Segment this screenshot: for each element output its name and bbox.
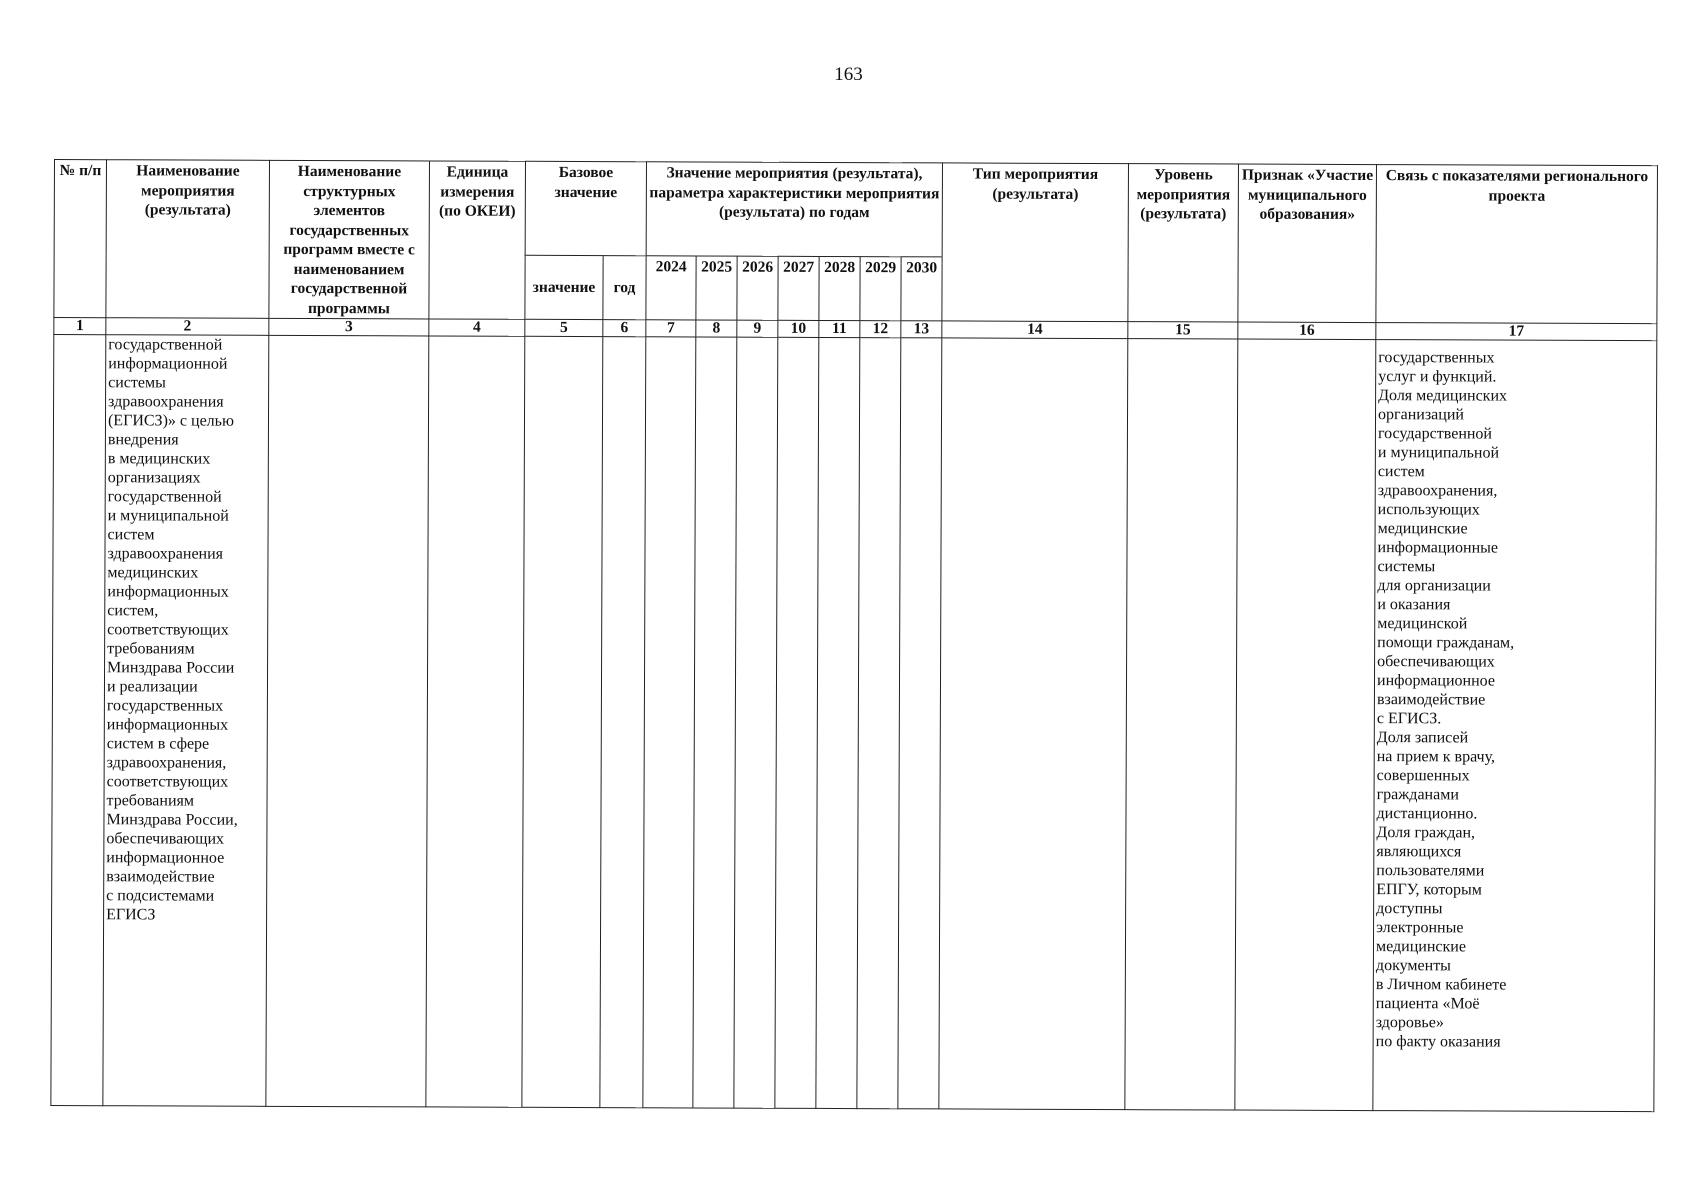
link-line: систем xyxy=(1377,463,1425,481)
cell-num xyxy=(51,335,106,1106)
col-number: 3 xyxy=(269,318,429,336)
header-link: Связь с показателями регионального проекта xyxy=(1376,165,1658,324)
measure-name-line: систем в сфере xyxy=(106,735,210,753)
link-line: электронные xyxy=(1376,919,1464,937)
link-line: взаимодействие xyxy=(1376,691,1486,709)
link-line: гражданами xyxy=(1376,786,1459,804)
measure-name-line: государственной xyxy=(108,336,223,354)
link-line: документы xyxy=(1375,957,1451,975)
link-line: в Личном кабинете xyxy=(1375,976,1507,994)
measure-name-line: информационных xyxy=(107,583,229,601)
link-line: государственных xyxy=(1378,349,1495,367)
measure-name-line: Минздрава России xyxy=(107,659,235,677)
link-line: доступны xyxy=(1376,900,1443,918)
col-number: 7 xyxy=(646,320,696,337)
measure-name-line: с подсистемами xyxy=(106,887,215,905)
measure-name-line: требованиям xyxy=(107,640,195,658)
cell-year-2026 xyxy=(734,337,778,1108)
header-year-2024: 2024 xyxy=(646,256,696,320)
header-year-2026: 2026 xyxy=(737,256,778,320)
link-line: Доля медицинских xyxy=(1378,387,1508,405)
link-line: обеспечивающих xyxy=(1377,653,1495,671)
measure-name-line: (ЕГИСЗ)» с целью xyxy=(107,412,234,430)
header-unit: Единица измерения (по ОКЕИ) xyxy=(429,161,526,319)
col-number: 15 xyxy=(1128,322,1238,339)
link-line: с ЕГИСЗ. xyxy=(1376,710,1442,728)
cell-year-2024 xyxy=(643,337,696,1108)
link-line: и муниципальной xyxy=(1377,444,1500,462)
measure-name-line: здравоохранения xyxy=(108,393,224,411)
measure-name-line: и муниципальной xyxy=(107,507,229,525)
measure-name-line: информационное xyxy=(106,849,225,867)
link-line: здравоохранения, xyxy=(1377,482,1498,500)
measure-name-line: требованиям xyxy=(106,792,195,810)
col-number: 12 xyxy=(860,321,901,338)
header-base-value: значение xyxy=(525,255,603,319)
col-number: 2 xyxy=(106,318,269,336)
measure-name-line: организациях xyxy=(107,469,201,487)
header-level: Уровень мероприятия (результата) xyxy=(1128,164,1239,322)
measure-name-line: здравоохранения, xyxy=(106,754,227,772)
measure-name-line: и реализации xyxy=(106,678,198,696)
cell-year-2030 xyxy=(898,338,942,1109)
link-line: услуг и функций. xyxy=(1378,368,1497,386)
link-line: организаций xyxy=(1378,406,1464,424)
header-year-2030: 2030 xyxy=(901,257,942,321)
col-number: 13 xyxy=(901,321,942,338)
link-line: пациента «Моё xyxy=(1375,995,1480,1013)
link-line: использующих xyxy=(1377,501,1480,519)
link-line: ЕПГУ, которым xyxy=(1376,881,1482,899)
measure-name-line: ЕГИСЗ xyxy=(106,906,156,924)
link-line: здоровье» xyxy=(1375,1014,1444,1032)
measure-name-line: в медицинских xyxy=(107,450,211,468)
header-row-1 xyxy=(54,160,1657,260)
link-line: по факту оказания xyxy=(1375,1033,1501,1051)
col-number: 11 xyxy=(819,320,860,337)
measure-name-line: информационных xyxy=(106,716,229,734)
header-num: № п/п xyxy=(54,160,107,318)
cell-base-year xyxy=(600,337,646,1108)
col-number: 17 xyxy=(1376,323,1657,341)
table-row xyxy=(51,335,1657,1112)
measure-name-line: государственных xyxy=(106,697,224,715)
header-municipal: Признак «Участие муниципального образования» xyxy=(1238,164,1377,323)
cell-year-2025 xyxy=(693,337,737,1108)
cell-unit xyxy=(426,336,525,1107)
col-number: 14 xyxy=(942,321,1128,339)
header-year-2027: 2027 xyxy=(778,256,819,320)
measure-name-line: системы xyxy=(108,374,166,392)
col-number: 16 xyxy=(1238,322,1376,340)
measure-name-line: обеспечивающих xyxy=(106,830,225,848)
col-number: 8 xyxy=(696,320,737,337)
cell-year-2028 xyxy=(816,337,860,1108)
header-structural: Наименование структурных элементов государственных программ вместе с наименованием государственной программы xyxy=(269,160,430,319)
measure-name-line: здравоохранения xyxy=(107,545,224,563)
link-text xyxy=(1374,340,1657,1052)
link-line: являющихся xyxy=(1376,843,1462,861)
link-line: медицинские xyxy=(1377,520,1468,538)
measure-name-line: соответствующих xyxy=(107,621,229,639)
cell-type xyxy=(939,338,1128,1110)
cell-level xyxy=(1125,339,1238,1110)
measure-name-line: внедрения xyxy=(107,431,179,449)
col-number: 9 xyxy=(737,320,778,337)
measure-name-line: взаимодействие xyxy=(106,868,215,886)
link-line: медицинской xyxy=(1377,615,1468,633)
col-number: 5 xyxy=(525,319,603,336)
measure-name-line: систем, xyxy=(107,602,159,620)
link-line: пользователями xyxy=(1376,862,1485,880)
header-base-year: год xyxy=(603,256,646,320)
header-year-2029: 2029 xyxy=(860,257,901,321)
measure-name-line: государственной xyxy=(107,488,222,506)
link-line: Доля записей xyxy=(1376,729,1469,747)
header-year-2025: 2025 xyxy=(696,256,737,320)
measure-name-line: медицинских xyxy=(107,564,199,582)
cell-base-value xyxy=(522,336,603,1107)
header-base: Базовое значение xyxy=(525,161,646,255)
header-type: Тип мероприятия (результата) xyxy=(942,163,1129,322)
link-line: информационные xyxy=(1377,539,1499,557)
col-number: 6 xyxy=(603,320,646,337)
col-number: 10 xyxy=(778,320,819,337)
link-line: Доля граждан, xyxy=(1376,824,1476,842)
header-values: Значение мероприятия (результата), параметра характеристики мероприятия (результата) по годам xyxy=(646,162,942,257)
measure-name-text xyxy=(104,335,268,925)
link-line: помощи гражданам, xyxy=(1377,634,1515,652)
cell-measure-name xyxy=(103,335,269,1107)
link-line: для организации xyxy=(1377,577,1491,595)
link-line: совершенных xyxy=(1376,767,1470,785)
page-number: 163 xyxy=(834,64,863,85)
link-line: на прием к врачу, xyxy=(1376,748,1496,766)
link-line: медицинские xyxy=(1375,938,1467,956)
link-line: и оказания xyxy=(1377,596,1451,614)
header-year-2028: 2028 xyxy=(819,256,860,320)
measure-name-line: Минздрава России, xyxy=(106,811,238,829)
measure-name-line: информационной xyxy=(108,355,228,373)
link-line: информационное xyxy=(1377,672,1495,690)
measure-name-line: систем xyxy=(107,526,155,544)
cell-year-2027 xyxy=(775,337,819,1108)
link-line: системы xyxy=(1377,558,1436,576)
cell-structural xyxy=(266,335,429,1107)
header-name: Наименование мероприятия (результата) xyxy=(106,160,270,319)
cell-municipal xyxy=(1235,339,1376,1111)
measures-table xyxy=(50,159,1658,1112)
cell-year-2029 xyxy=(857,338,901,1109)
cell-link xyxy=(1373,340,1657,1112)
link-line: дистанционно. xyxy=(1376,805,1478,823)
link-line: государственной xyxy=(1377,425,1493,443)
col-number: 1 xyxy=(54,318,106,335)
col-number: 4 xyxy=(429,319,525,336)
measure-name-line: соответствующих xyxy=(106,773,229,791)
